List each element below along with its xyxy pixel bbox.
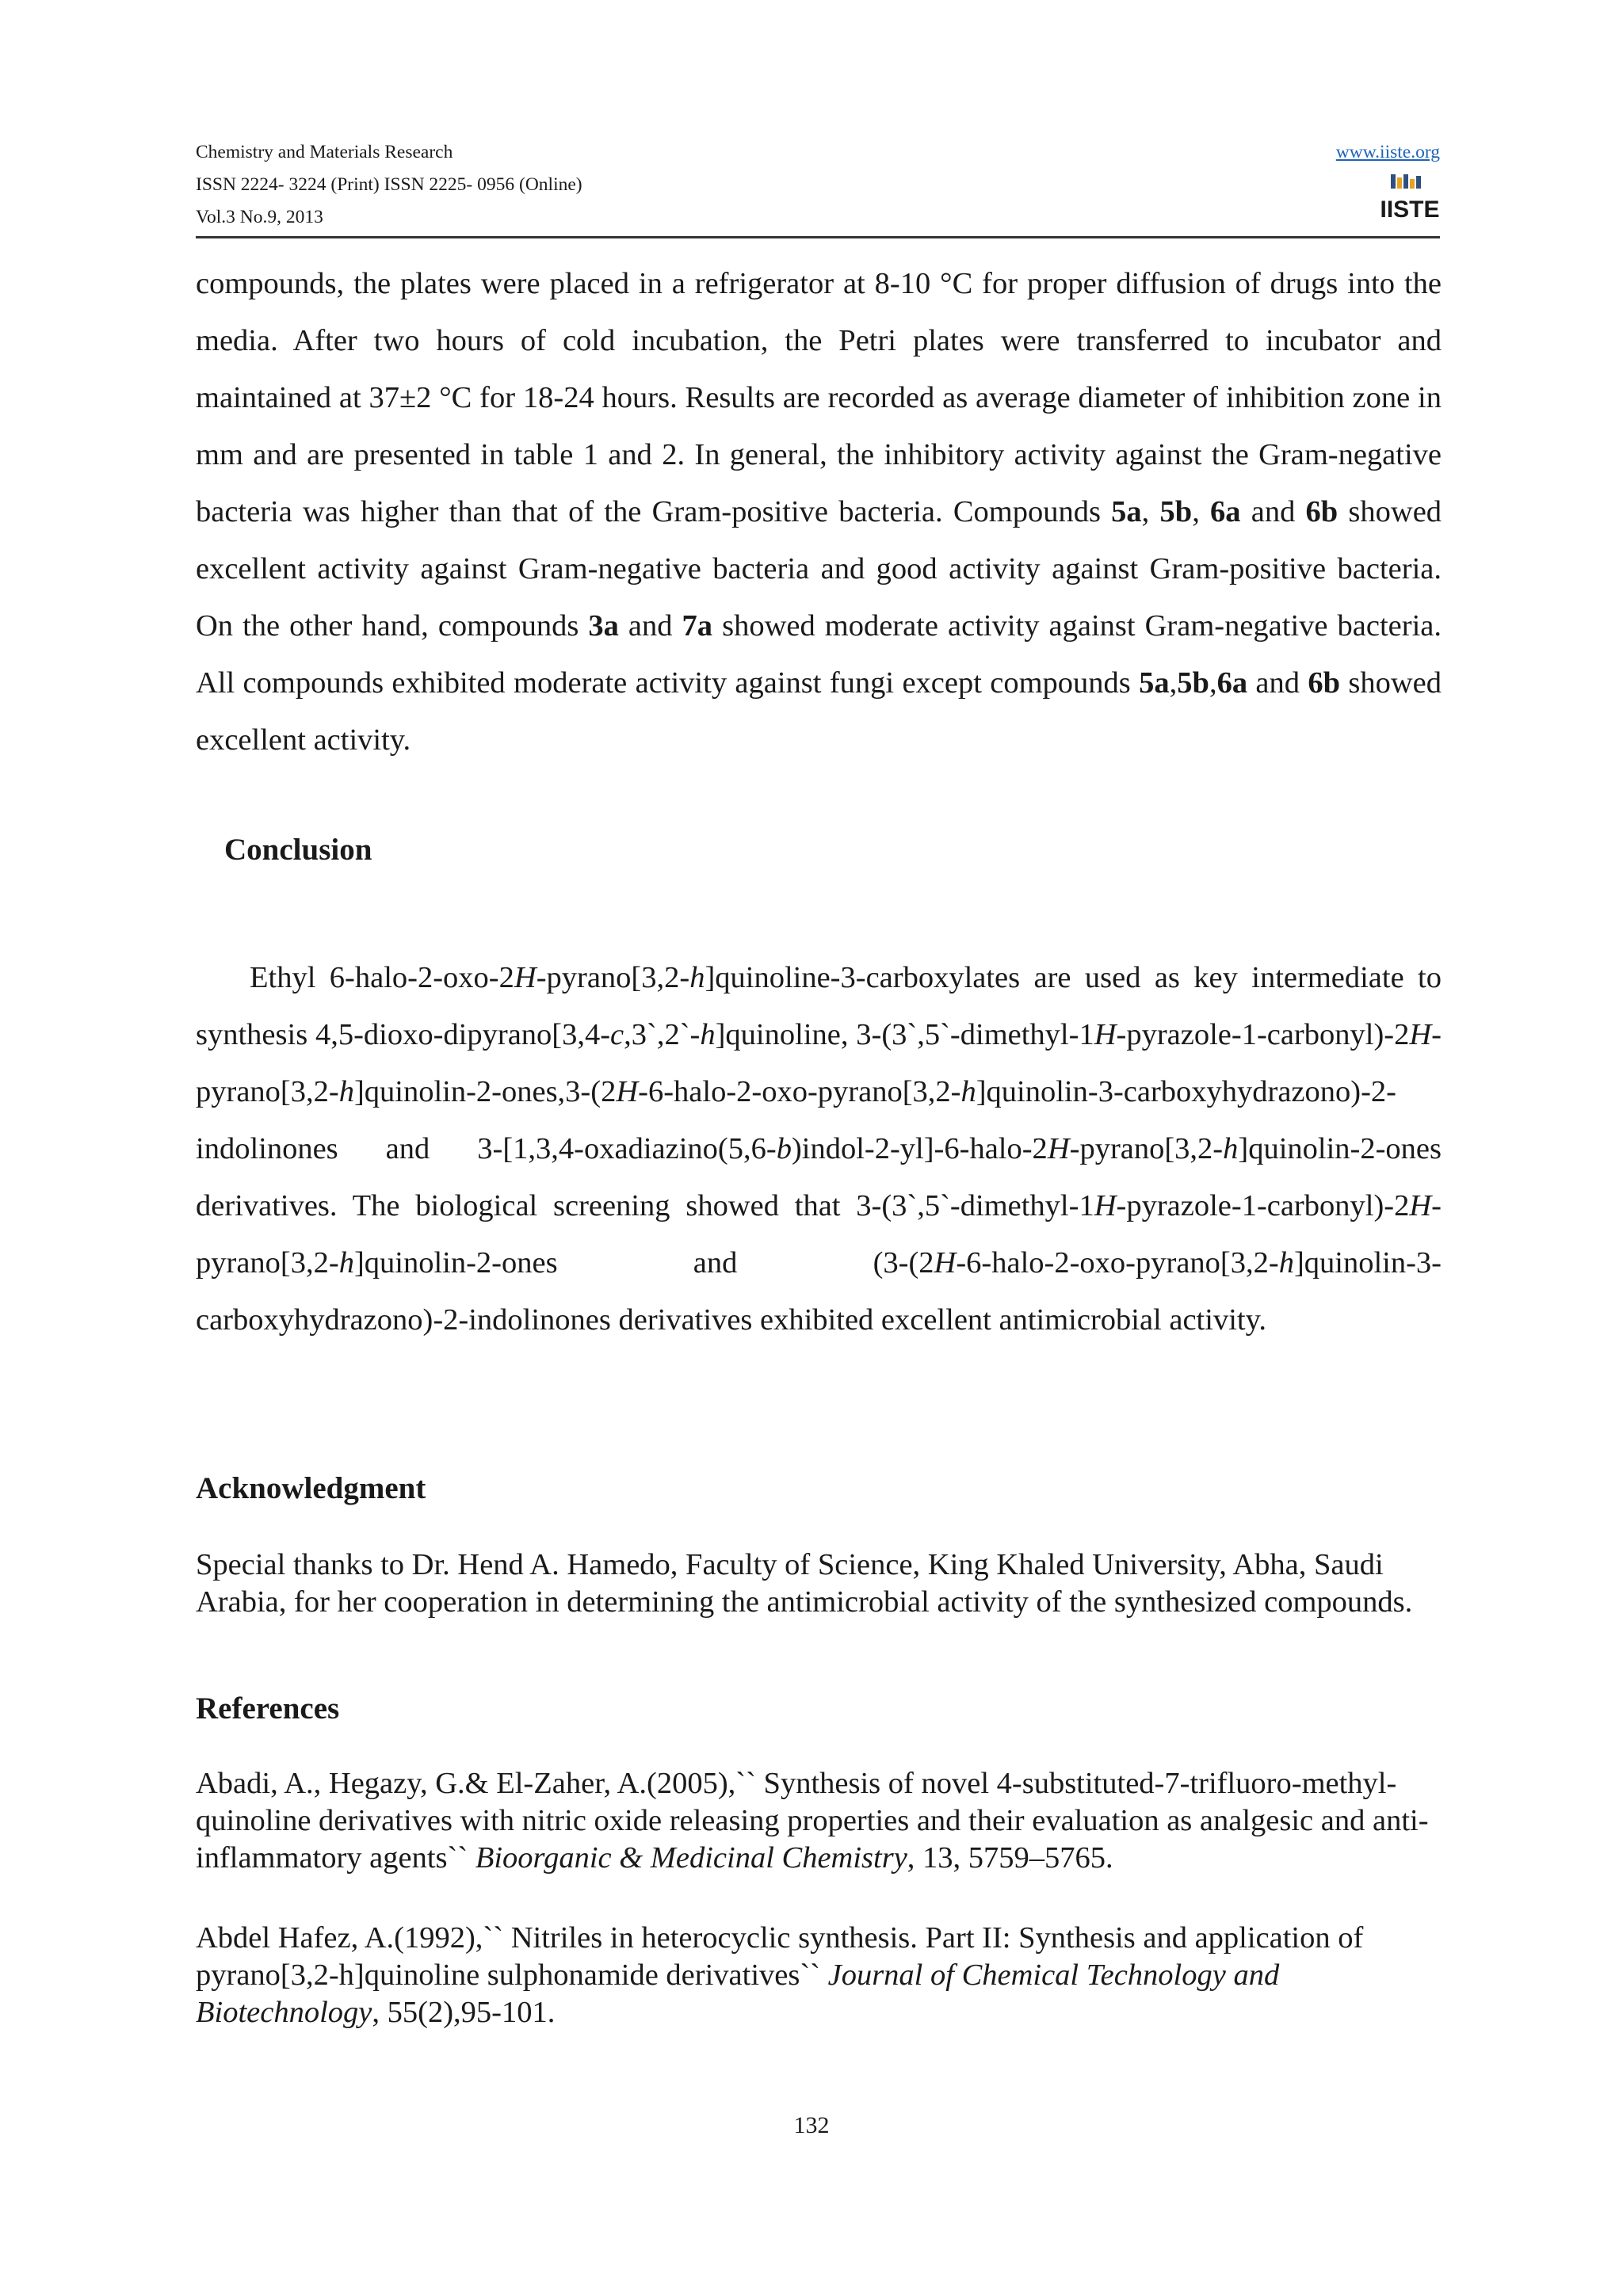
header-divider [196, 236, 1440, 238]
references-heading: References [196, 1691, 340, 1726]
journal-volume: Vol.3 No.9, 2013 [196, 207, 323, 227]
acknowledgment-heading: Acknowledgment [196, 1471, 426, 1505]
conclusion-paragraph: Ethyl 6-halo-2-oxo-2H-pyrano[3,2-h]quinoline-3-carboxylates are used as key intermediate to synthesis 4,5-dioxo-dipyrano[3,4-c,3`,2`-h]quinoline, 3-(3`,5`-dimethyl-1H-pyrazole-1-carbonyl)-2H-pyrano[3,2-h]quinolin-2-ones,3-(2H-6-halo-2-oxo-pyrano[3,2-h]quinolin-3-carboxyhydrazono)-2-indolinones and 3-[1,3,4-oxadiazino(5,6-b)indol-2-yl]-6-halo-2H-pyrano[3,2-h]quinolin-2-ones derivatives. The biological screening showed that 3-(3`,5`-dimethyl-1H-pyrazole-1-carbonyl)-2H-pyrano[3,2-h]quinolin-2-ones and (3-(2H-6-halo-2-oxo-pyrano[3,2-h]quinolin-3-carboxyhydrazono)-2-indolinones derivatives exhibited excellent antimicrobial activity. [196, 961, 1442, 1337]
conclusion-heading: Conclusion [224, 833, 372, 867]
reference-item: Abadi, A., Hegazy, G.& El-Zaher, A.(2005),`` Synthesis of novel 4-substituted-7-trifluoro-methyl-quinoline derivatives with nitric oxide releasing properties and their evaluation as analgesic and anti-inflammatory agents`` Bioorganic & Medicinal Chemistry, 13, 5759–5765. [196, 1767, 1429, 1875]
page-number: 132 [793, 2112, 830, 2138]
journal-url-link[interactable]: www.iiste.org [1335, 142, 1440, 162]
results-paragraph: compounds, the plates were placed in a refrigerator at 8-10 °C for proper diffusion of drugs into the media. After two hours of cold incubation, the Petri plates were transferred to incubator and maintained at 37±2 °C for 18-24 hours. Results are recorded as average diameter of inhibition zone in mm and are presented in table 1 and 2. In general, the inhibitory activity against the Gram-negative bacteria was higher than that of the Gram-positive bacteria. Compounds 5a, 5b, 6a and 6b showed excellent activity against Gram-negative bacteria and good activity against Gram-positive bacteria. On the other hand, compounds 3a and 7a showed moderate activity against Gram-negative bacteria. All compounds exhibited moderate activity against fungi except compounds 5a,5b,6a and 6b showed excellent activity. [196, 267, 1442, 757]
journal-title: Chemistry and Materials Research [196, 142, 453, 162]
reference-item: Abdel Hafez, A.(1992),`` Nitriles in heterocyclic synthesis. Part II: Synthesis and application of pyrano[3,2-h]quinoline sulphonamide derivatives`` Journal of Chemical Technology and Biotechnology, 55(2),95-101. [196, 1921, 1364, 2029]
journal-info [196, 136, 582, 234]
iiste-logo-icon [1380, 173, 1440, 223]
page-header [196, 136, 1440, 239]
journal-issn: ISSN 2224- 3224 (Print) ISSN 2225- 0956 (Online) [196, 174, 582, 195]
logo-text: IISTE [1380, 196, 1440, 223]
acknowledgment-text: Special thanks to Dr. Hend A. Hamedo, Faculty of Science, King Khaled University, Abha, Saudi Arabia, for her cooperation in determining the antimicrobial activity of the synthesized compounds. [196, 1548, 1413, 1619]
